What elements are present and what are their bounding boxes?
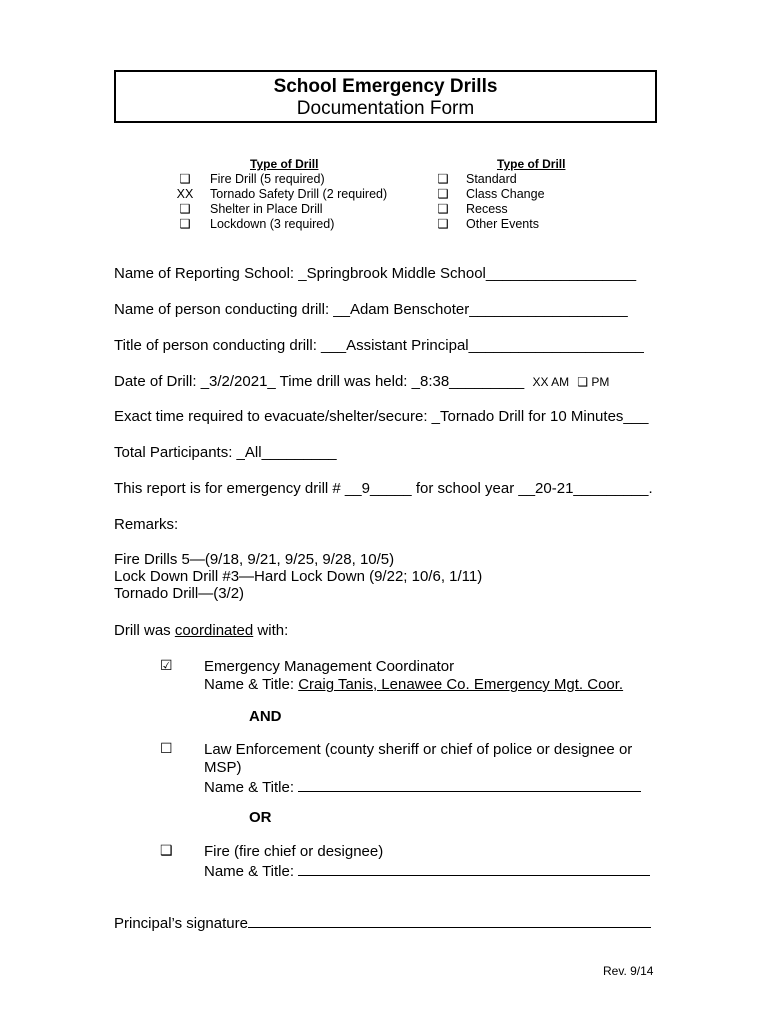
law-enforcement-label-cont: MSP) <box>204 759 242 776</box>
emergency-coordinator-label: Emergency Management Coordinator <box>204 658 455 675</box>
principal-signature-field[interactable] <box>114 913 651 932</box>
am-checkbox[interactable]: XX AM <box>532 375 570 389</box>
drill-type-list-left <box>172 172 387 232</box>
name-title-blank[interactable] <box>298 861 650 876</box>
revision-label: Rev. 9/14 <box>603 964 654 978</box>
law-enforcement-block <box>204 741 641 797</box>
drill-type-heading-left: Type of Drill <box>250 157 319 171</box>
checkbox-icon[interactable]: ❑ <box>437 202 449 216</box>
form-title-box <box>114 70 657 123</box>
checkbox-icon[interactable]: ❑ <box>437 172 449 186</box>
law-name-title[interactable] <box>204 777 641 797</box>
checkbox-icon[interactable]: ❑ <box>179 172 191 186</box>
coordinated-word: coordinated <box>174 622 254 639</box>
drill-context-option[interactable] <box>430 217 545 232</box>
coordinated-suffix: with: <box>253 622 289 639</box>
drill-context-option[interactable] <box>430 202 545 217</box>
fire-chief-block <box>204 843 650 881</box>
signature-label: Principal’s signature <box>114 915 248 932</box>
name-title-label: Name & Title: <box>204 863 299 880</box>
coordinated-prefix: Drill was <box>114 622 175 639</box>
person-name-field[interactable]: Name of person conducting drill: __Adam Benschoter___________________ <box>114 301 628 318</box>
name-title-value[interactable]: Craig Tanis, Lenawee Co. Emergency Mgt. Coor. <box>298 676 624 693</box>
report-number-field[interactable]: This report is for emergency drill # __9_____ for school year __20-21_________. <box>114 480 653 497</box>
drill-context-label: Class Change <box>466 187 545 201</box>
or-label: OR <box>249 809 272 826</box>
and-label: AND <box>249 708 282 725</box>
remarks-text[interactable] <box>114 551 482 602</box>
drill-type-list-right <box>430 172 545 232</box>
name-title-label: Name & Title: <box>204 676 299 693</box>
participants-field[interactable]: Total Participants: _All_________ <box>114 444 337 461</box>
drill-context-label: Standard <box>466 172 517 186</box>
drill-context-option[interactable] <box>430 187 545 202</box>
checkbox-icon[interactable]: ❑ <box>437 187 449 201</box>
name-title-label: Name & Title: <box>204 779 299 796</box>
drill-type-option[interactable] <box>172 217 387 232</box>
name-title-blank[interactable] <box>298 777 641 792</box>
checkbox-icon[interactable]: ☐ <box>160 740 173 756</box>
law-enforcement-label: Law Enforcement (county sheriff or chief of police or designee or <box>204 741 633 758</box>
drill-type-label: Fire Drill (5 required) <box>210 172 325 186</box>
person-title-field[interactable]: Title of person conducting drill: ___Assistant Principal_____________________ <box>114 337 644 354</box>
evacuate-time-field[interactable]: Exact time required to evacuate/shelter/secure: _Tornado Drill for 10 Minutes___ <box>114 408 649 425</box>
drill-type-heading-right: Type of Drill <box>497 157 566 171</box>
remarks-line: Tornado Drill—(3/2) <box>114 585 245 602</box>
checkbox-icon[interactable]: ❑ <box>160 842 173 858</box>
school-name-field[interactable]: Name of Reporting School: _Springbrook Middle School__________________ <box>114 265 637 282</box>
form-subtitle: Documentation Form <box>296 98 475 119</box>
pm-checkbox[interactable]: ❑ PM <box>577 375 610 389</box>
drill-type-label: Tornado Safety Drill (2 required) <box>210 187 388 201</box>
fire-name-title[interactable] <box>204 861 650 881</box>
drill-type-option[interactable] <box>172 172 387 187</box>
drill-type-label: Lockdown (3 required) <box>210 217 335 231</box>
checkbox-mark[interactable]: XX <box>176 187 194 201</box>
checkbox-icon[interactable]: ❑ <box>179 202 191 216</box>
date-time-text: Date of Drill: _3/2/2021_ Time drill was held: _8:38_________ <box>114 373 525 390</box>
drill-context-label: Recess <box>466 202 508 216</box>
checked-checkbox-icon[interactable]: ☑ <box>160 657 173 673</box>
remarks-line: Fire Drills 5—(9/18, 9/21, 9/25, 9/28, 10/5) <box>114 551 395 568</box>
date-time-field[interactable] <box>114 373 609 390</box>
checkbox-icon[interactable]: ❑ <box>179 217 191 231</box>
emergency-name-title[interactable] <box>204 676 623 694</box>
form-title: School Emergency Drills <box>273 76 498 97</box>
signature-blank[interactable] <box>248 913 651 928</box>
drill-type-option[interactable] <box>172 202 387 217</box>
remarks-label: Remarks: <box>114 516 179 533</box>
drill-type-option[interactable] <box>172 187 387 202</box>
drill-context-label: Other Events <box>466 217 539 231</box>
checkbox-icon[interactable]: ❑ <box>437 217 449 231</box>
fire-chief-label: Fire (fire chief or designee) <box>204 843 384 860</box>
emergency-coordinator-block <box>204 658 623 694</box>
coordinated-heading <box>114 622 288 639</box>
drill-type-label: Shelter in Place Drill <box>210 202 323 216</box>
remarks-line: Lock Down Drill #3—Hard Lock Down (9/22; 10/6, 1/11) <box>114 568 483 585</box>
drill-context-option[interactable] <box>430 172 545 187</box>
